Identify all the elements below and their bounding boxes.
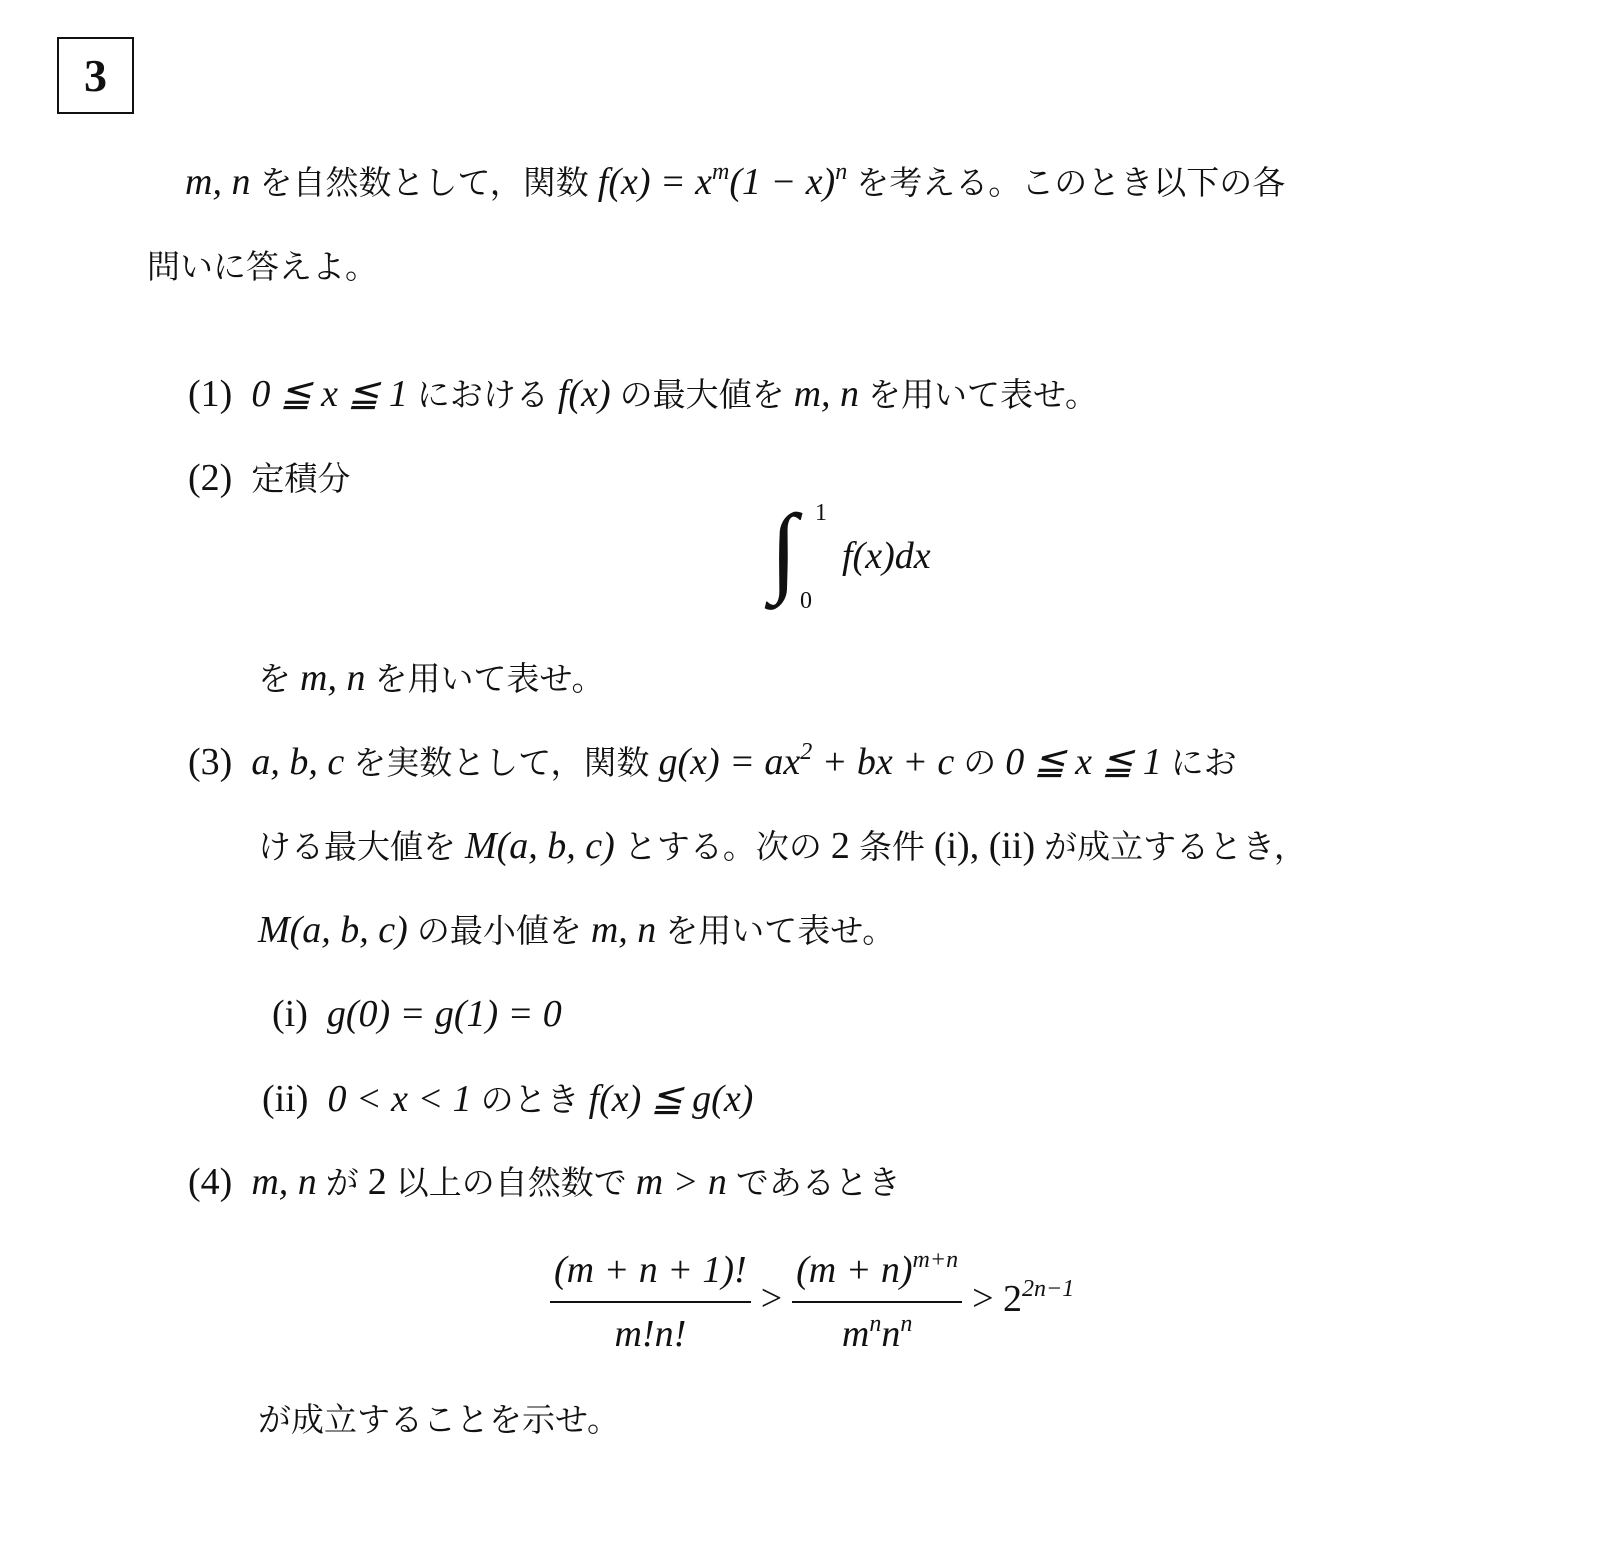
text: ける最大値を xyxy=(258,827,456,866)
math: m, n xyxy=(793,373,860,415)
math xyxy=(1003,1275,1075,1320)
condition-i xyxy=(272,992,562,1036)
question-2-line-2 xyxy=(258,656,604,701)
math-exp: 2n−1 xyxy=(1022,1275,1075,1302)
text: が成立するとき， xyxy=(1044,827,1307,866)
numerator: (m + n + 1)! xyxy=(550,1245,751,1303)
question-3-line-2 xyxy=(258,824,1307,869)
question-4-line-2: が成立することを示せ。 xyxy=(258,1400,621,1439)
math: f(x) xyxy=(557,373,611,415)
math: 0 ≦ x ≦ 1 xyxy=(251,373,408,415)
math: (i), (ii) xyxy=(933,825,1036,867)
intro-line-2: 問いに答えよ。 xyxy=(147,247,378,286)
math: + bx + c xyxy=(821,741,955,783)
math: m, n xyxy=(251,1161,317,1203)
math: g(x) = ax xyxy=(658,741,801,783)
text: とする。次の xyxy=(623,827,822,866)
text: の最小値を xyxy=(416,911,582,950)
math: (m + n) xyxy=(796,1249,913,1291)
denominator: m!n! xyxy=(614,1313,687,1355)
math: m, n xyxy=(590,909,657,951)
question-label: (4) xyxy=(188,1161,233,1203)
numerator xyxy=(792,1245,962,1303)
condition-ii xyxy=(262,1077,753,1122)
upper-limit: 1 xyxy=(815,500,827,526)
question-label: (2) xyxy=(188,457,233,499)
math-exp: n xyxy=(900,1311,913,1337)
text: であるとき xyxy=(735,1163,901,1202)
text: 定積分 xyxy=(251,459,351,498)
math: 0 < x < 1 xyxy=(327,1078,472,1120)
math: f(x) = x xyxy=(597,161,713,203)
condition-label: (i) xyxy=(272,993,308,1035)
question-label: (3) xyxy=(188,741,233,783)
greater-than: > xyxy=(760,1277,783,1320)
text: を用いて表せ。 xyxy=(665,911,896,950)
math-exp: 2 xyxy=(800,739,813,765)
lower-limit: 0 xyxy=(800,588,812,614)
text: を自然数として，関数 xyxy=(259,163,589,202)
integral-sign: ∫ xyxy=(770,494,798,605)
question-1 xyxy=(188,372,1098,417)
integrand: f(x)dx xyxy=(842,535,931,577)
text: 条件 xyxy=(858,827,925,866)
math: M(a, b, c) xyxy=(465,825,615,867)
intro-line-1 xyxy=(185,160,1285,205)
text: を用いて表せ。 xyxy=(868,375,1099,414)
math: n xyxy=(881,1313,901,1355)
fraction-2 xyxy=(792,1245,962,1359)
text: における xyxy=(416,375,549,414)
math: m, n xyxy=(300,657,366,699)
math-exp: m xyxy=(712,159,730,185)
math: g(0) = g(1) = 0 xyxy=(326,993,562,1035)
text: が xyxy=(325,1163,359,1202)
greater-than: > xyxy=(972,1277,994,1320)
math: (1 − x) xyxy=(729,161,836,203)
text: のとき xyxy=(480,1080,580,1119)
math: m, n xyxy=(185,161,251,203)
integral xyxy=(770,494,990,620)
text: を考える。このとき以下の各 xyxy=(856,163,1286,202)
math-exp: n xyxy=(835,159,848,185)
math-exp: n xyxy=(869,1311,882,1337)
text: を実数として，関数 xyxy=(353,743,650,782)
condition-label: (ii) xyxy=(262,1078,309,1120)
math: m xyxy=(841,1313,870,1355)
math: m > n xyxy=(635,1161,727,1203)
math: a, b, c xyxy=(251,741,345,783)
text: の最大値を xyxy=(619,375,785,414)
question-3 xyxy=(188,740,1237,785)
math-exp: m+n xyxy=(912,1247,959,1273)
text: を用いて表せ。 xyxy=(374,659,605,698)
math: f(x) ≦ g(x) xyxy=(588,1078,754,1120)
math xyxy=(598,161,847,203)
math: 0 ≦ x ≦ 1 xyxy=(1005,741,1162,783)
math: 2 xyxy=(830,825,850,867)
fraction-1 xyxy=(550,1245,751,1359)
question-4 xyxy=(188,1160,901,1205)
text: 以上の自然数で xyxy=(395,1163,627,1202)
text: の xyxy=(963,743,997,782)
text: にお xyxy=(1170,743,1237,782)
math: 2 xyxy=(367,1161,387,1203)
denominator xyxy=(842,1303,912,1359)
inequality xyxy=(540,1245,1074,1359)
problem-number: 3 xyxy=(57,37,134,114)
math xyxy=(659,741,955,783)
math: 2 xyxy=(1003,1277,1023,1320)
question-3-line-3 xyxy=(258,908,895,953)
question-2 xyxy=(188,456,350,501)
question-label: (1) xyxy=(188,373,233,415)
math: M(a, b, c) xyxy=(258,909,408,951)
text: を xyxy=(258,659,291,698)
